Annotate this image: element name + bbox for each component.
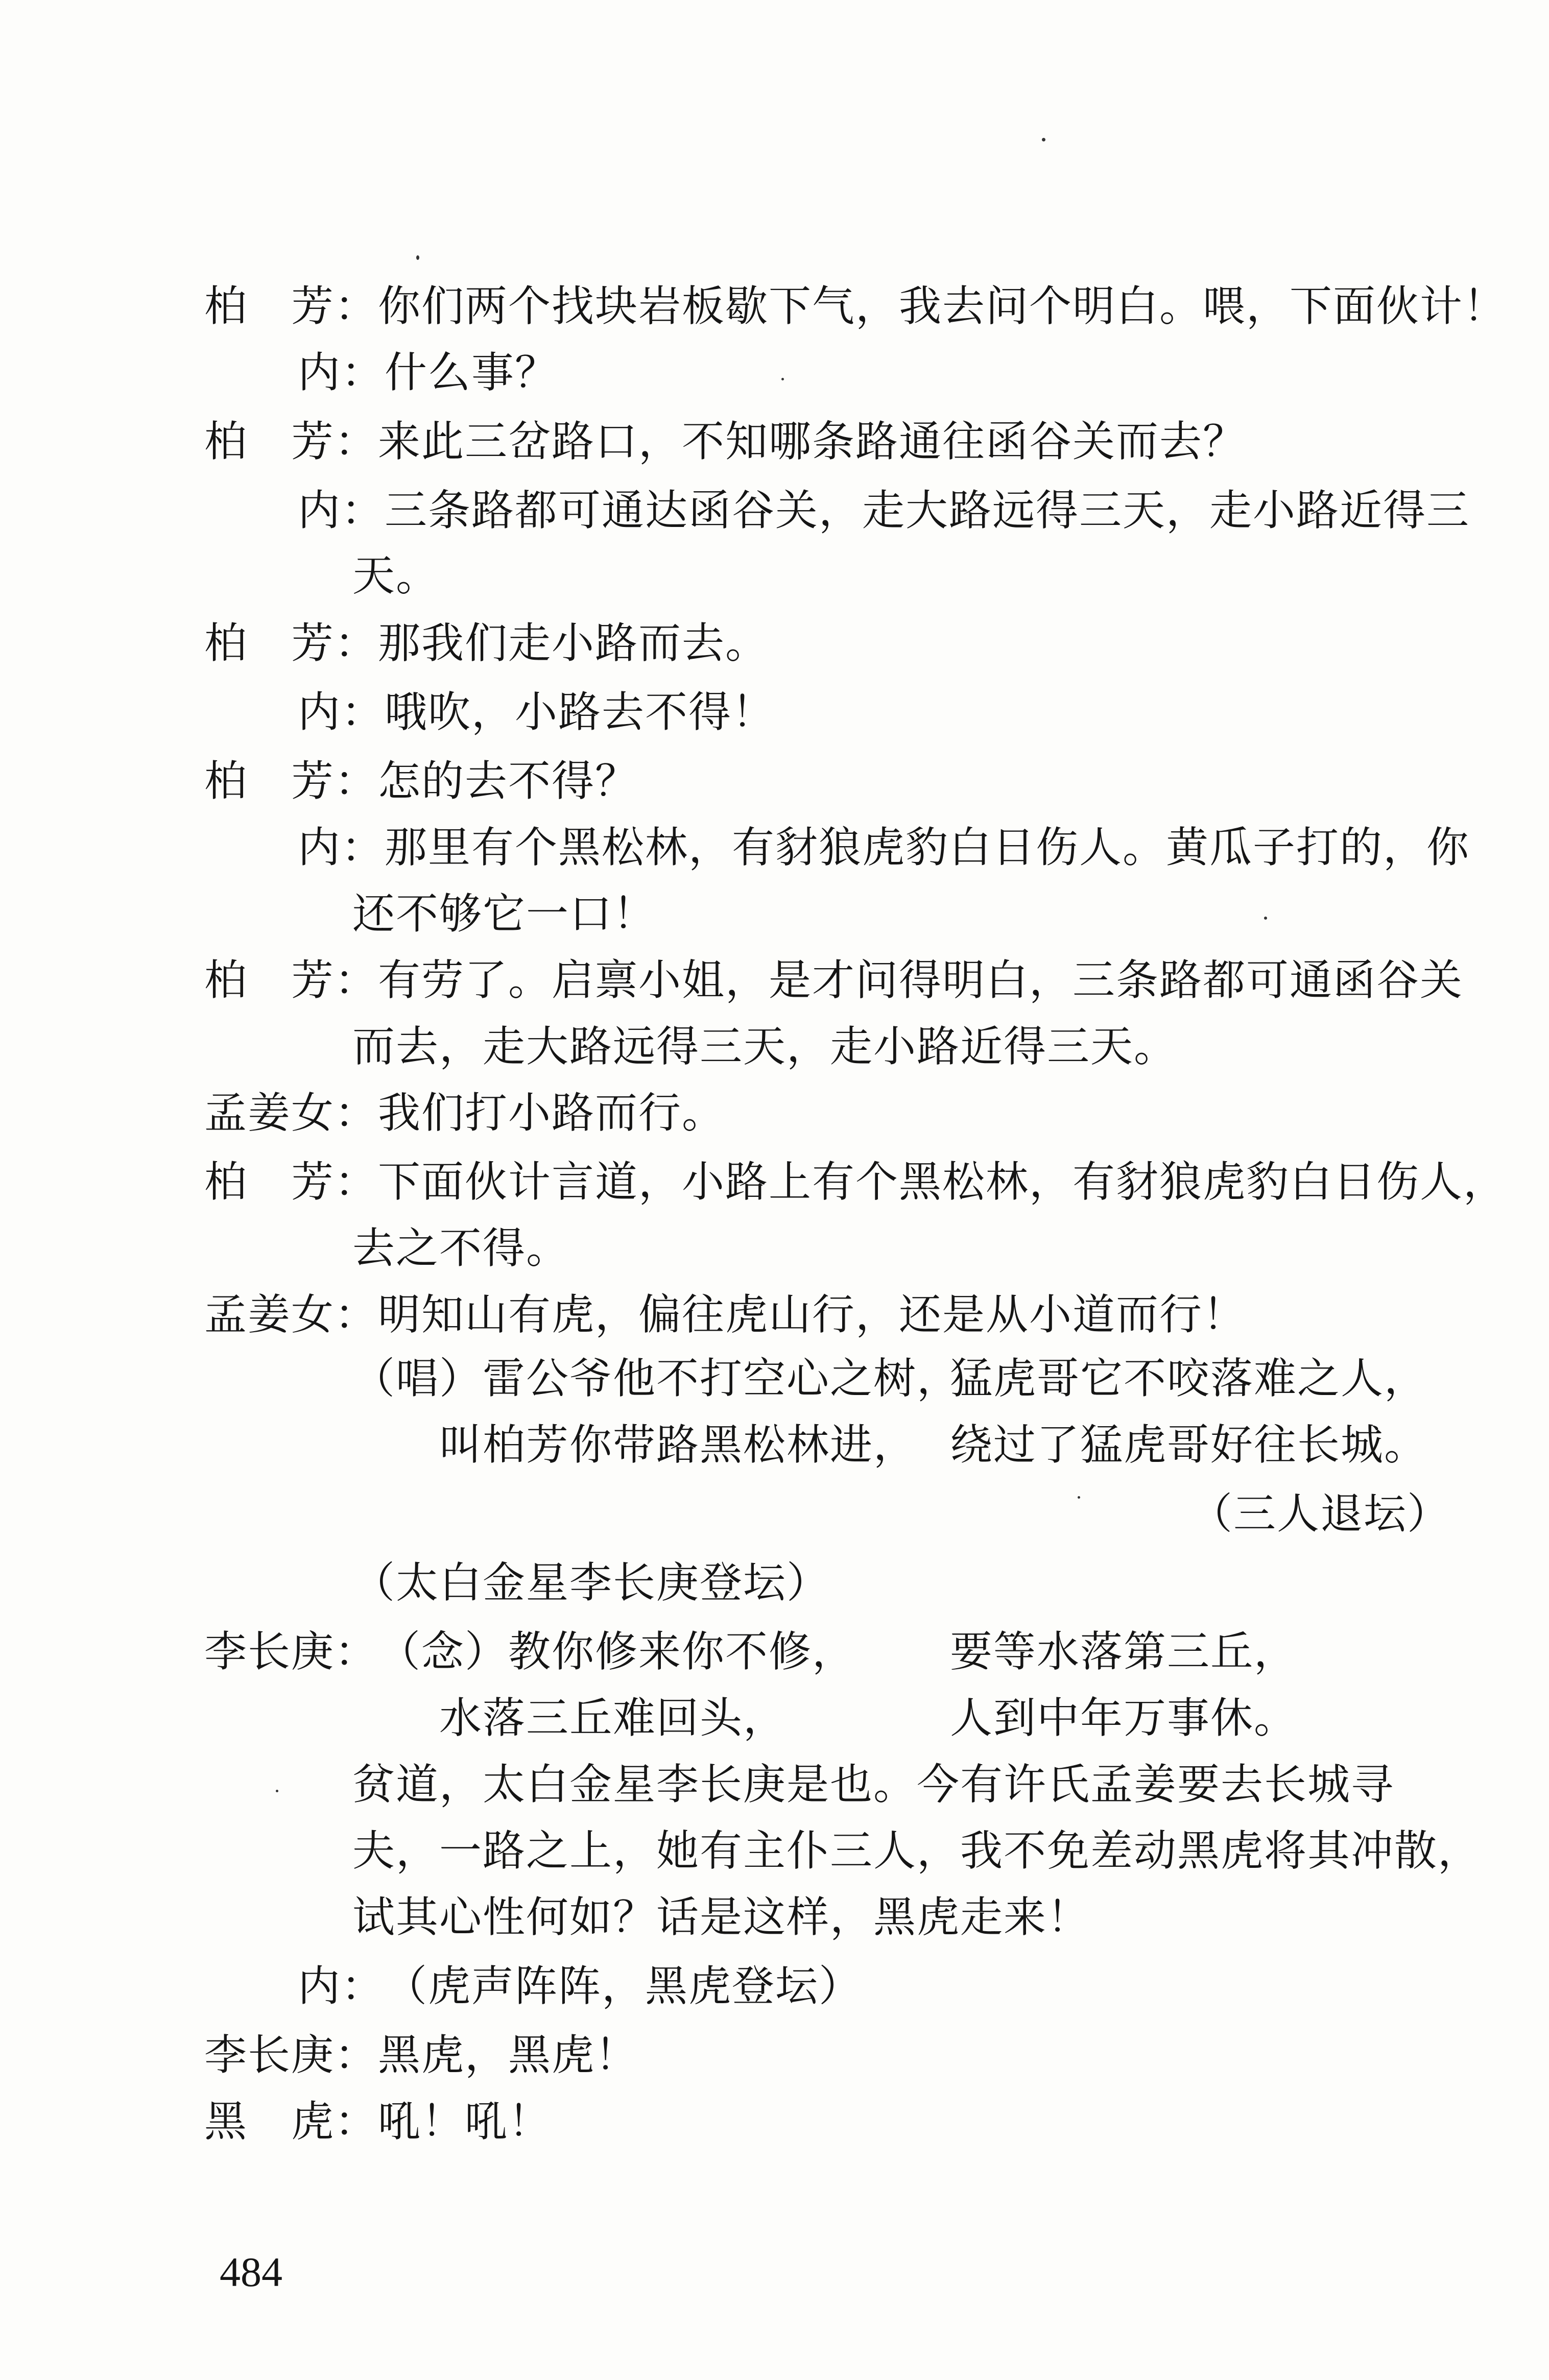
dialogue-line xyxy=(204,950,1463,1011)
scan-speck xyxy=(1264,917,1267,920)
speaker-colon: ： xyxy=(335,756,378,806)
dialogue-continuation: 天。 xyxy=(352,551,439,600)
speaker-name: 黑 虎 xyxy=(204,2097,335,2146)
dialogue-text: 怎的去不得？ xyxy=(378,756,638,806)
dialogue-text: 来此三岔路口，不知哪条路通往函谷关而去？ xyxy=(378,417,1246,466)
dialogue-text: 三条路都可通达函谷关，走大路远得三天，走小路近得三 xyxy=(385,486,1470,535)
dialogue-line xyxy=(204,1284,1246,1345)
dialogue-line xyxy=(204,1151,1507,1213)
speaker-colon: ： xyxy=(335,417,378,466)
dialogue-text: 吼！吼！ xyxy=(378,2097,552,2146)
prose-line: 试其心性何如？话是这样，黑虎走来！ xyxy=(352,1892,1090,1942)
speaker-colon: ： xyxy=(335,2030,378,2080)
dialogue-line xyxy=(298,480,1470,541)
dialogue-line xyxy=(204,2025,638,2086)
dialogue-text: 那我们走小路而去。 xyxy=(378,618,769,668)
dialogue-continuation: 去之不得。 xyxy=(352,1223,569,1273)
stage-direction: （太白金星李长庚登坛） xyxy=(352,1558,830,1607)
dialogue-line xyxy=(204,276,1507,337)
speaker-name: 内 xyxy=(298,687,341,737)
speaker-colon: ： xyxy=(335,1088,378,1138)
speaker-name: 柏 芳 xyxy=(204,955,335,1005)
dialogue-line xyxy=(204,411,1246,472)
stage-direction: （三人退坛） xyxy=(1190,1489,1450,1538)
recitation-line xyxy=(204,1621,855,1682)
speaker-colon: ： xyxy=(335,955,378,1005)
dialogue-text: 你们两个找块岩板歇下气，我去问个明白。喂，下面伙计！ xyxy=(378,281,1507,331)
dialogue-text: 我们打小路而行。 xyxy=(378,1088,725,1138)
speaker-colon: ： xyxy=(341,823,385,872)
dialogue-text: 下面伙计言道，小路上有个黑松林，有豺狼虎豹白日伤人， xyxy=(378,1157,1507,1207)
scan-speck xyxy=(781,378,784,380)
recitation-line-right: 人到中年万事休。 xyxy=(950,1693,1297,1743)
scan-speck xyxy=(276,1790,278,1792)
dialogue-line xyxy=(204,1083,725,1144)
song-line-left: 叫柏芳你带路黑松林进， xyxy=(439,1420,917,1470)
speaker-colon: ： xyxy=(335,281,378,331)
dialogue-text: 黑虎，黑虎！ xyxy=(378,2030,638,2080)
scan-speck xyxy=(1078,1496,1080,1499)
dialogue-line xyxy=(298,342,558,403)
scan-speck xyxy=(1042,138,1045,141)
speaker-name: 李长庚 xyxy=(204,2030,335,2080)
dialogue-line xyxy=(204,751,638,812)
song-line-left: （唱）雷公爷他不打空心之树， xyxy=(352,1354,960,1403)
speaker-colon: ： xyxy=(335,1627,378,1676)
dialogue-line xyxy=(298,682,775,743)
speaker-colon: ： xyxy=(341,348,385,397)
speaker-name: 柏 芳 xyxy=(204,417,335,466)
speaker-name: 柏 芳 xyxy=(204,618,335,668)
speaker-name: 内 xyxy=(298,1961,341,2011)
dialogue-line xyxy=(298,817,1470,878)
speaker-name: 内 xyxy=(298,486,341,535)
speaker-name: 孟姜女 xyxy=(204,1088,335,1138)
dialogue-text: （虎声阵阵，黑虎登坛） xyxy=(385,1961,862,2011)
dialogue-continuation: 还不够它一口！ xyxy=(352,889,656,939)
speaker-name: 李长庚 xyxy=(204,1627,335,1676)
dialogue-text: 那里有个黑松林，有豺狼虎豹白日伤人。黄瓜子打的，你 xyxy=(385,823,1470,872)
dialogue-text: 明知山有虎，偏往虎山行，还是从小道而行！ xyxy=(378,1290,1246,1339)
scan-speck xyxy=(416,255,419,260)
speaker-colon: ： xyxy=(335,1290,378,1339)
speaker-colon: ： xyxy=(341,1961,385,2011)
speaker-name: 柏 芳 xyxy=(204,756,335,806)
speaker-name: 内 xyxy=(298,348,341,397)
speaker-name: 柏 芳 xyxy=(204,1157,335,1207)
speaker-colon: ： xyxy=(335,1157,378,1207)
speaker-colon: ： xyxy=(335,2097,378,2146)
recitation-text: （念）教你修来你不修， xyxy=(378,1627,855,1676)
page-number: 484 xyxy=(220,2249,282,2295)
recitation-line-left: 水落三丘难回头， xyxy=(439,1693,787,1743)
dialogue-line xyxy=(204,2091,552,2152)
speaker-colon: ： xyxy=(341,687,385,737)
prose-line: 夫，一路之上，她有主仆三人，我不免差动黑虎将其冲散， xyxy=(352,1826,1481,1876)
prose-line: 贫道，太白金星李长庚是也。今有许氏孟姜要去长城寻 xyxy=(352,1760,1394,1809)
song-line-right: 绕过了猛虎哥好往长城。 xyxy=(950,1420,1427,1470)
dialogue-line xyxy=(204,613,769,674)
speaker-name: 内 xyxy=(298,823,341,872)
dialogue-text: 哦吹，小路去不得！ xyxy=(385,687,775,737)
speaker-name: 孟姜女 xyxy=(204,1290,335,1339)
dialogue-text: 有劳了。启禀小姐，是才问得明白，三条路都可通函谷关 xyxy=(378,955,1463,1005)
dialogue-text: 什么事？ xyxy=(385,348,558,397)
speaker-name: 柏 芳 xyxy=(204,281,335,331)
dialogue-continuation: 而去，走大路远得三天，走小路近得三天。 xyxy=(352,1022,1177,1071)
recitation-line-right: 要等水落第三丘， xyxy=(950,1627,1297,1676)
dialogue-line xyxy=(298,1956,862,2017)
speaker-colon: ： xyxy=(335,618,378,668)
song-line-right: 猛虎哥它不咬落难之人， xyxy=(950,1354,1427,1403)
speaker-colon: ： xyxy=(341,486,385,535)
